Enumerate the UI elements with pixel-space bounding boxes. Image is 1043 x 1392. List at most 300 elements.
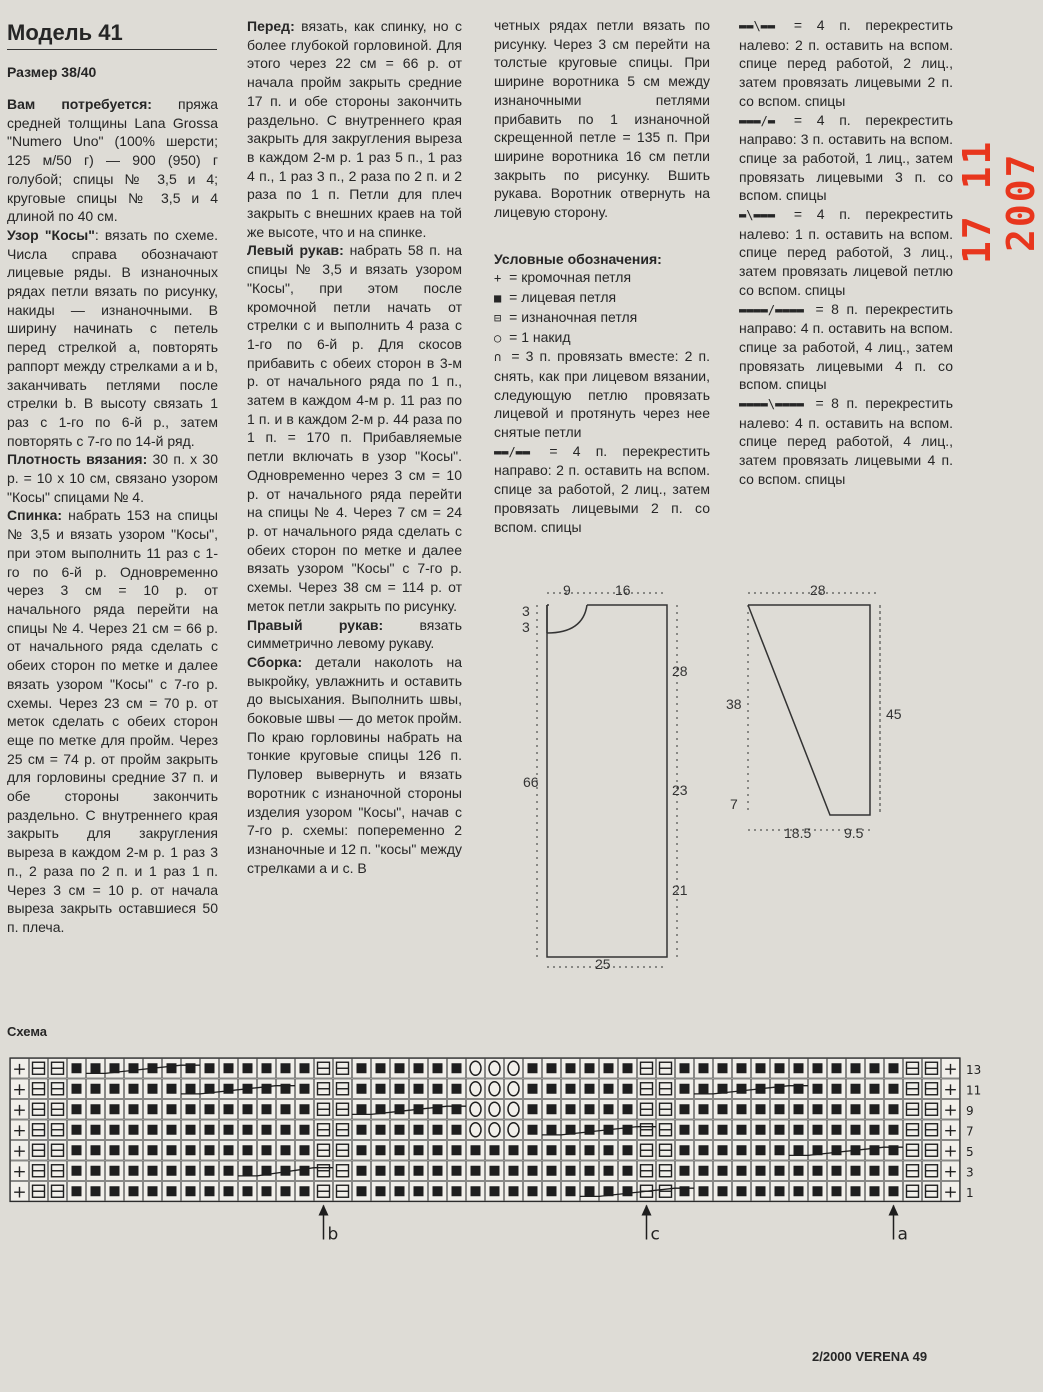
knit-stitch-symbol (832, 1166, 842, 1176)
legend-text: = 4 п. перекрестить налево: 1 п. оставить на вспом. спице перед работой, 3 лиц., затем провязать лицевой петлю со вспом. спицы (739, 206, 953, 298)
knit-stitch-symbol (756, 1166, 766, 1176)
legend-text: = лицевая петля (505, 289, 617, 306)
knit-stitch-symbol (889, 1084, 899, 1094)
knit-stitch-symbol (72, 1104, 82, 1114)
knit-stitch-symbol (775, 1145, 785, 1155)
knit-stitch-symbol (680, 1145, 690, 1155)
knit-stitch-symbol (528, 1104, 538, 1114)
front-text: вязать, как спинку, но с более глубокой горловиной. Для этого через 22 см = 66 р. от начала пройм закрыть средние 17 п. и обе стороны закончить раздельно. С внутреннего края закрыть для закругления выреза в каждом 2-м р. 1 раз 5 п., 1 раз 4 п., 1 раз 3 п., 2 раза по 2 п. и 2 раза по 1 п. Петли для плеч закрыть с внешних краев на той же высоте, что и на спинке. (247, 18, 462, 240)
size-label: Размер 38/40 (7, 64, 97, 80)
knit-stitch-symbol (851, 1186, 861, 1196)
legend-symbol: ∩ (494, 350, 502, 365)
knit-stitch-symbol (186, 1084, 196, 1094)
collar-text: четных рядах петли вязать по рисунку. Через 3 см перейти на толстые круговые спицы. При ширине воротника 5 см между изнаночными петлями прибавить по 1 изнаночной скрещенной петле = 135 п. При ширине воротника 16 см петли закрыть по рисунку. Вшить рукава. Воротник отвернуть на лицевую сторону. (494, 17, 710, 221)
knit-stitch-symbol (585, 1186, 595, 1196)
knit-stitch-symbol (509, 1145, 519, 1155)
knit-stitch-symbol (604, 1104, 614, 1114)
knit-stitch-symbol (148, 1166, 158, 1176)
legend-symbol: ▬▬\▬▬ (739, 19, 776, 33)
knit-stitch-symbol (72, 1186, 82, 1196)
knit-stitch-symbol (566, 1166, 576, 1176)
knit-stitch-symbol (243, 1104, 253, 1114)
edge-stitch-symbol: + (943, 1161, 958, 1182)
knit-stitch-symbol (566, 1063, 576, 1073)
edge-stitch-symbol: + (943, 1079, 958, 1100)
knit-stitch-symbol (699, 1125, 709, 1135)
knit-stitch-symbol (775, 1186, 785, 1196)
sleeve-dim-left: 38 (726, 696, 742, 712)
knit-stitch-symbol (110, 1084, 120, 1094)
knit-stitch-symbol (870, 1063, 880, 1073)
legend-item (739, 111, 953, 206)
knit-stitch-symbol (623, 1166, 633, 1176)
knit-stitch-symbol (110, 1145, 120, 1155)
knit-stitch-symbol (167, 1063, 177, 1073)
edge-stitch-symbol: + (943, 1182, 958, 1203)
knit-stitch-symbol (889, 1063, 899, 1073)
legend-symbol: ⊟ (494, 310, 502, 325)
knit-stitch-symbol (186, 1186, 196, 1196)
scheme-label: Схема (7, 1024, 48, 1039)
knit-stitch-symbol (832, 1063, 842, 1073)
arrow-label: b (327, 1224, 339, 1245)
knit-stitch-symbol (680, 1166, 690, 1176)
knit-stitch-symbol (376, 1166, 386, 1176)
knit-stitch-symbol (281, 1125, 291, 1135)
knit-stitch-symbol (566, 1145, 576, 1155)
knit-stitch-symbol (433, 1166, 443, 1176)
knit-stitch-symbol (376, 1084, 386, 1094)
edge-stitch-symbol: + (943, 1059, 958, 1080)
knit-stitch-symbol (870, 1145, 880, 1155)
knit-stitch-symbol (167, 1125, 177, 1135)
knit-stitch-symbol (775, 1063, 785, 1073)
knit-stitch-symbol (471, 1145, 481, 1155)
text-column-4 (739, 16, 953, 489)
knit-stitch-symbol (585, 1084, 595, 1094)
knit-stitch-symbol (737, 1063, 747, 1073)
knit-stitch-symbol (471, 1166, 481, 1176)
knit-stitch-symbol (756, 1104, 766, 1114)
row-number: 3 (966, 1165, 974, 1180)
knit-stitch-symbol (623, 1063, 633, 1073)
knit-stitch-symbol (452, 1186, 462, 1196)
knit-stitch-symbol (262, 1084, 272, 1094)
arrow-head (319, 1205, 329, 1216)
knit-stitch-symbol (357, 1166, 367, 1176)
knit-stitch-symbol (718, 1125, 728, 1135)
knit-stitch-symbol (452, 1125, 462, 1135)
sleeve-pattern-diagram (722, 575, 912, 845)
knit-stitch-symbol (186, 1104, 196, 1114)
knit-stitch-symbol (889, 1125, 899, 1135)
knit-stitch-symbol (547, 1063, 557, 1073)
knit-stitch-symbol (110, 1186, 120, 1196)
back-text: набрать 153 на спицы № 3,5 и вязать узором "Косы", при этом выполнить 11 раз с 1-го по 6-й р. Одновременно через 3 см = 10 р. от начального ряда перейти на спицы № 4. Через 21 см = 66 р. от начального ряда сделать с обеих сторон по метке и далее вязать узором "Косы" с 7-го р. схемы. Через 23 см = 70 р. от меток сделать с обеих сторон еще по метке для пройм. Через 25 см = 74 р. от пройм закрыть для горловины средние 37 п. и обе стороны закончить раздельно. С внутреннего края закрыть для закругления выреза в каждом 2-м р. 1 раз 3 п., 2 раза по 2 п. и 1 раз 1 п. Через 3 см = 10 р. от начала выреза закрыть оставшиеся 50 п. плеча. (7, 507, 218, 935)
knit-stitch-symbol (129, 1186, 139, 1196)
knit-stitch-symbol (604, 1063, 614, 1073)
knit-stitch-symbol (433, 1145, 443, 1155)
knit-stitch-symbol (243, 1063, 253, 1073)
knitting-chart (8, 1055, 1008, 1255)
knit-stitch-symbol (300, 1166, 310, 1176)
knit-stitch-symbol (452, 1084, 462, 1094)
knit-stitch-symbol (889, 1166, 899, 1176)
knit-stitch-symbol (775, 1125, 785, 1135)
dim-armhole: 28 (672, 663, 688, 679)
knit-stitch-symbol (528, 1084, 538, 1094)
knit-stitch-symbol (281, 1063, 291, 1073)
knit-stitch-symbol (224, 1063, 234, 1073)
knit-stitch-symbol (300, 1125, 310, 1135)
pattern-label: Узор "Косы" (7, 226, 95, 243)
arrow-label: a (897, 1224, 908, 1245)
legend-symbol: ■ (494, 291, 502, 306)
knit-stitch-symbol (718, 1186, 728, 1196)
knit-stitch-symbol (718, 1145, 728, 1155)
knit-stitch-symbol (357, 1084, 367, 1094)
right-sleeve-label: Правый рукав: (247, 616, 384, 633)
knit-stitch-symbol (110, 1166, 120, 1176)
knit-stitch-symbol (832, 1145, 842, 1155)
knit-stitch-symbol (509, 1166, 519, 1176)
knit-stitch-symbol (300, 1186, 310, 1196)
page-footer: 2/2000 VERENA 49 (812, 1349, 928, 1364)
sleeve-dim-bottom-right: 9.5 (844, 825, 864, 841)
knit-stitch-symbol (547, 1125, 557, 1135)
knit-stitch-symbol (110, 1125, 120, 1135)
knit-stitch-symbol (262, 1125, 272, 1135)
knit-stitch-symbol (300, 1063, 310, 1073)
knit-stitch-symbol (205, 1125, 215, 1135)
knit-stitch-symbol (205, 1166, 215, 1176)
legend-item (739, 16, 953, 111)
pattern-text: : вязать по схеме. Числа справа обозначают лицевые ряды. В изнаночных рядах петли вязать по рисунку, накиды — изнаночными. В ширину начинать с петель перед стрелкой а, повторять раппорт между стрелками а и b, заканчивать петлями после стрелки b. В высоту связать 1 раз с 1-го по 6-й р., затем повторять с 7-го по 14-й ряд. (7, 226, 218, 449)
knit-stitch-symbol (167, 1145, 177, 1155)
edge-stitch-symbol: + (12, 1079, 27, 1100)
knit-stitch-symbol (300, 1145, 310, 1155)
knit-stitch-symbol (395, 1063, 405, 1073)
knit-stitch-symbol (680, 1104, 690, 1114)
knit-stitch-symbol (718, 1063, 728, 1073)
knit-stitch-symbol (490, 1145, 500, 1155)
knit-stitch-symbol (813, 1084, 823, 1094)
knit-stitch-symbol (547, 1145, 557, 1155)
knit-stitch-symbol (72, 1063, 82, 1073)
knit-stitch-symbol (414, 1125, 424, 1135)
knit-stitch-symbol (243, 1166, 253, 1176)
knit-stitch-symbol (528, 1063, 538, 1073)
knit-stitch-symbol (224, 1166, 234, 1176)
knit-stitch-symbol (224, 1104, 234, 1114)
arrow-label: c (650, 1224, 660, 1245)
knit-stitch-symbol (72, 1125, 82, 1135)
knit-stitch-symbol (414, 1084, 424, 1094)
knit-stitch-symbol (528, 1166, 538, 1176)
knit-stitch-symbol (490, 1166, 500, 1176)
knit-stitch-symbol (433, 1104, 443, 1114)
assembly-label: Сборка: (247, 653, 303, 670)
knit-stitch-symbol (680, 1063, 690, 1073)
knit-stitch-symbol (585, 1063, 595, 1073)
knit-stitch-symbol (129, 1166, 139, 1176)
assembly-text: детали наколоть на выкройку, увлажнить и оставить до высыхания. Выполнить швы, боковые швы — до меток пройм. По краю горловины набрать на тонкие круговые спицы 126 п. Пуловер вывернуть и вязать воротник с изнаночной стороны изделия узором "Косы", начав с 7-го р. схемы: попеременно 2 изнаночные и 12 п. "косы" между стрелками а и с. В (247, 653, 463, 876)
dim-neck-a: 3 (522, 603, 530, 619)
knit-stitch-symbol (718, 1166, 728, 1176)
knit-stitch-symbol (756, 1186, 766, 1196)
knit-stitch-symbol (623, 1145, 633, 1155)
legend-text: = 4 п. перекрестить направо: 2 п. оставить на вспом. спице за работой, 2 лиц., затем провязать лицевыми 2 п. со вспом. спицы (494, 442, 710, 535)
legend-item (494, 268, 710, 288)
knit-stitch-symbol (148, 1186, 158, 1196)
knit-stitch-symbol (452, 1166, 462, 1176)
knit-stitch-symbol (91, 1166, 101, 1176)
sleeve-dim-small: 7 (730, 796, 738, 812)
legend-text: = изнаночная петля (505, 308, 638, 325)
knit-stitch-symbol (414, 1186, 424, 1196)
knit-stitch-symbol (794, 1186, 804, 1196)
text-column-2 (247, 17, 462, 877)
knit-stitch-symbol (205, 1063, 215, 1073)
knit-stitch-symbol (262, 1186, 272, 1196)
knit-stitch-symbol (357, 1186, 367, 1196)
knit-stitch-symbol (300, 1084, 310, 1094)
knit-stitch-symbol (870, 1104, 880, 1114)
legend-text: = 8 п. перекрестить налево: 4 п. оставить на вспом. спице перед работой, 4 лиц., затем провязать лицевыми 4 п. со вспом. спицы (739, 395, 953, 487)
left-sleeve-text: набрать 58 п. на спицы № 3,5 и вязать узором "Косы", при этом после кромочной петли начать от стрелки с и выполнить 4 раза с 1-го по 6-й р. Для скосов прибавить с обеих сторон в 3-м р. от начального ряда по 1 п., затем в каждом 4-м р. 11 раз по 1 п. и в каждом 2-м р. 44 раза по 1 п. = 170 п. Прибавляемые петли включать в узор "Косы". Одновременно через 3 см = 10 р. от начального ряда перейти на спицы № 4. Через 7 см = 24 р. от начального ряда сделать с обеих сторон по метке и далее вязать узором "Косы" с 7-го р. схемы. Через 38 см = 114 р. от меток петли закрыть по рисунку. (247, 242, 462, 614)
knit-stitch-symbol (129, 1063, 139, 1073)
knit-stitch-symbol (813, 1186, 823, 1196)
knit-stitch-symbol (243, 1186, 253, 1196)
materials-label: Вам потребуется: (7, 96, 152, 112)
legend-item (494, 442, 710, 537)
knit-stitch-symbol (604, 1084, 614, 1094)
edge-stitch-symbol: + (12, 1141, 27, 1162)
materials-text: пряжа средней толщины Lana Grossa "Numero Uno" (100% шерсти; 125 м/50 г) — 900 (950) г голубой; спицы № 3,5 и 4; круговые спицы № 3,5 и 4 длиной по 40 см. (7, 96, 218, 225)
knit-stitch-symbol (224, 1186, 234, 1196)
page-title: Модель 41 (7, 20, 217, 50)
knit-stitch-symbol (604, 1166, 614, 1176)
knit-stitch-symbol (414, 1063, 424, 1073)
knit-stitch-symbol (490, 1186, 500, 1196)
knit-stitch-symbol (832, 1186, 842, 1196)
knit-stitch-symbol (623, 1104, 633, 1114)
knit-stitch-symbol (395, 1104, 405, 1114)
knit-stitch-symbol (376, 1063, 386, 1073)
knit-stitch-symbol (528, 1186, 538, 1196)
knit-stitch-symbol (813, 1104, 823, 1114)
knit-stitch-symbol (737, 1186, 747, 1196)
knit-stitch-symbol (585, 1104, 595, 1114)
left-sleeve-label: Левый рукав: (247, 242, 344, 259)
legend-text: = 8 п. перекрестить направо: 4 п. оставить на вспом. спице за работой, 4 лиц., затем провязать лицевыми 4 п. со вспом. спицы (739, 300, 953, 393)
knit-stitch-symbol (851, 1084, 861, 1094)
legend-symbol: + (494, 271, 502, 286)
knit-stitch-symbol (737, 1084, 747, 1094)
text-column-3 (494, 16, 710, 536)
edge-stitch-symbol: + (12, 1059, 27, 1080)
legend-item (739, 394, 953, 489)
knit-stitch-symbol (832, 1125, 842, 1135)
knit-stitch-symbol (281, 1145, 291, 1155)
knit-stitch-symbol (357, 1145, 367, 1155)
sleeve-dim-bottom-left: 18.5 (784, 825, 812, 841)
knit-stitch-symbol (91, 1084, 101, 1094)
knit-stitch-symbol (851, 1063, 861, 1073)
knit-stitch-symbol (148, 1145, 158, 1155)
knit-stitch-symbol (737, 1104, 747, 1114)
knit-stitch-symbol (395, 1145, 405, 1155)
text-column-1 (7, 95, 218, 937)
edge-stitch-symbol: + (12, 1100, 27, 1121)
knit-stitch-symbol (851, 1104, 861, 1114)
dim-mid: 23 (672, 782, 688, 798)
legend-list-2 (739, 16, 953, 489)
knit-stitch-symbol (623, 1125, 633, 1135)
legend-symbol: ▬▬/▬▬ (494, 444, 531, 459)
date-stamp: 17 11 2007 (955, 139, 1043, 265)
row-number: 5 (966, 1144, 974, 1159)
knit-stitch-symbol (243, 1125, 253, 1135)
dim-neck-b: 3 (522, 619, 530, 635)
knit-stitch-symbol (832, 1084, 842, 1094)
knit-stitch-symbol (813, 1125, 823, 1135)
dim-width: 25 (595, 956, 611, 972)
dim-top-left: 9 (563, 582, 571, 598)
knit-stitch-symbol (262, 1063, 272, 1073)
knit-stitch-symbol (357, 1104, 367, 1114)
knit-stitch-symbol (737, 1125, 747, 1135)
knit-stitch-symbol (737, 1166, 747, 1176)
sleeve-dim-right: 45 (886, 706, 902, 722)
knit-stitch-symbol (699, 1104, 709, 1114)
density-text: 30 п. х 30 р. = 10 х 10 см, связано узором "Косы" спицами № 4. (7, 451, 218, 505)
knit-stitch-symbol (528, 1145, 538, 1155)
knit-stitch-symbol (870, 1125, 880, 1135)
knit-stitch-symbol (813, 1166, 823, 1176)
front-label: Перед: (247, 18, 295, 34)
legend-text: = 3 п. провязать вместе: 2 п. снять, как при лицевом вязании, следующую петлю провязать лицевой и протянуть через нее снятые петли (494, 348, 710, 441)
knit-stitch-symbol (794, 1063, 804, 1073)
knit-stitch-symbol (224, 1125, 234, 1135)
body-pattern-diagram (515, 575, 705, 975)
knit-stitch-symbol (148, 1084, 158, 1094)
dim-top-right: 16 (615, 582, 631, 598)
knit-stitch-symbol (566, 1084, 576, 1094)
knit-stitch-symbol (433, 1186, 443, 1196)
knit-stitch-symbol (300, 1104, 310, 1114)
density-label: Плотность вязания: (7, 451, 148, 468)
knit-stitch-symbol (91, 1104, 101, 1114)
knit-stitch-symbol (167, 1166, 177, 1176)
knit-stitch-symbol (72, 1145, 82, 1155)
knit-stitch-symbol (509, 1186, 519, 1196)
knit-stitch-symbol (775, 1084, 785, 1094)
knit-stitch-symbol (167, 1186, 177, 1196)
knit-stitch-symbol (756, 1125, 766, 1135)
edge-stitch-symbol: + (943, 1100, 958, 1121)
knit-stitch-symbol (205, 1104, 215, 1114)
knit-stitch-symbol (832, 1104, 842, 1114)
knit-stitch-symbol (72, 1084, 82, 1094)
legend-item (739, 205, 953, 300)
legend-text: = кромочная петля (505, 269, 632, 286)
knit-stitch-symbol (129, 1125, 139, 1135)
legend-list-1 (494, 268, 710, 536)
knit-stitch-symbol (718, 1104, 728, 1114)
legend-symbol: ▬▬▬▬/▬▬▬▬ (739, 302, 805, 317)
knit-stitch-symbol (148, 1125, 158, 1135)
knit-stitch-symbol (224, 1084, 234, 1094)
knit-stitch-symbol (281, 1104, 291, 1114)
knit-stitch-symbol (585, 1145, 595, 1155)
legend-text: = 4 п. перекрестить налево: 2 п. оставить на вспом. спице перед работой, 2 лиц., затем провязать лицевыми 2 п. со вспом. спицы (739, 17, 953, 109)
knit-stitch-symbol (566, 1104, 576, 1114)
knit-stitch-symbol (680, 1084, 690, 1094)
knit-stitch-symbol (775, 1104, 785, 1114)
knit-stitch-symbol (699, 1145, 709, 1155)
knit-stitch-symbol (205, 1186, 215, 1196)
knit-stitch-symbol (91, 1186, 101, 1196)
row-number: 1 (966, 1185, 974, 1200)
knit-stitch-symbol (547, 1104, 557, 1114)
legend-item (739, 300, 953, 395)
knit-stitch-symbol (243, 1145, 253, 1155)
legend-symbol: ▬\▬▬▬ (739, 208, 776, 223)
knit-stitch-symbol (395, 1166, 405, 1176)
knit-stitch-symbol (186, 1166, 196, 1176)
legend-symbol: ▬▬▬/▬ (739, 113, 776, 128)
knit-stitch-symbol (357, 1125, 367, 1135)
knit-stitch-symbol (623, 1084, 633, 1094)
knit-stitch-symbol (870, 1186, 880, 1196)
knit-stitch-symbol (433, 1063, 443, 1073)
knit-stitch-symbol (737, 1145, 747, 1155)
dim-height: 66 (523, 774, 539, 790)
knit-stitch-symbol (547, 1186, 557, 1196)
knit-stitch-symbol (699, 1186, 709, 1196)
knit-stitch-symbol (167, 1104, 177, 1114)
knit-stitch-symbol (376, 1145, 386, 1155)
knit-stitch-symbol (224, 1145, 234, 1155)
knit-stitch-symbol (91, 1145, 101, 1155)
knit-stitch-symbol (547, 1166, 557, 1176)
knit-stitch-symbol (452, 1145, 462, 1155)
knit-stitch-symbol (262, 1104, 272, 1114)
row-number: 13 (966, 1062, 982, 1077)
knit-stitch-symbol (129, 1084, 139, 1094)
knit-stitch-symbol (775, 1166, 785, 1176)
legend-text: = 1 накид (505, 328, 571, 345)
legend-title: Условные обозначения: (494, 250, 662, 267)
knit-stitch-symbol (395, 1186, 405, 1196)
knit-stitch-symbol (547, 1084, 557, 1094)
knit-stitch-symbol (91, 1125, 101, 1135)
knit-stitch-symbol (148, 1104, 158, 1114)
knit-stitch-symbol (794, 1125, 804, 1135)
knit-stitch-symbol (585, 1125, 595, 1135)
knit-stitch-symbol (471, 1186, 481, 1196)
legend-item (494, 308, 710, 328)
sleeve-dim-top: 28 (810, 582, 826, 598)
knit-stitch-symbol (129, 1145, 139, 1155)
edge-stitch-symbol: + (943, 1120, 958, 1141)
knit-stitch-symbol (167, 1084, 177, 1094)
dim-bottom: 21 (672, 882, 688, 898)
knit-stitch-symbol (262, 1145, 272, 1155)
knit-stitch-symbol (851, 1166, 861, 1176)
knit-stitch-symbol (699, 1084, 709, 1094)
